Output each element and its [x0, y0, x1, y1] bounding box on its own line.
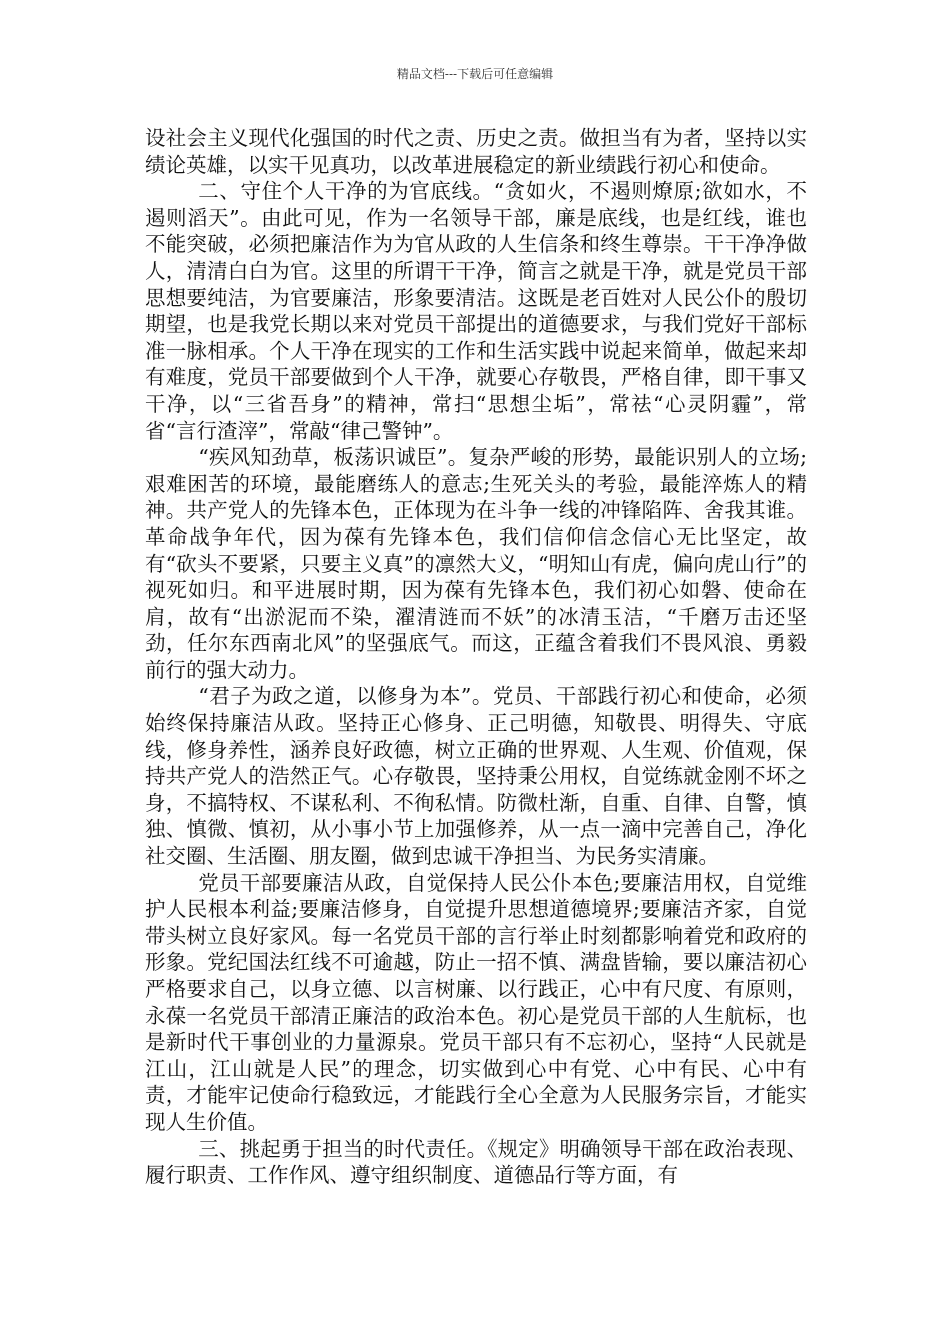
- paragraph-continued: 设社会主义现代化强国的时代之责、历史之责。做担当有为者，坚持以实绩论英雄，以实干见真功，以改革进展稳定的新业绩践行初心和使命。: [145, 126, 807, 177]
- document-body: [145, 125, 807, 1189]
- paragraph: “君子为政之道，以修身为本”。党员、干部践行初心和使命，必须始终保持廉洁从政。坚持正心修身、正己明德，知敬畏、明得失、守底线，修身养性，涵养良好政德，树立正确的世界观、人生观、价值观，保持共产党人的浩然正气。心存敬畏，坚持秉公用权，自觉练就金刚不坏之身，不搞特权、不谋私利、不徇私情。防微杜渐，自重、自律、自警，慎独、慎微、慎初，从小事小节上加强修养，从一点一滴中完善自己，净化社交圈、生活圈、朋友圈，做到忠诚干净担当、为民务实清廉。: [145, 684, 807, 869]
- page-header: 精品文档---下载后可任意编辑: [396, 67, 554, 81]
- paragraph-section-two: 二、守住个人干净的为官底线。“贪如火，不遏则燎原;欲如水，不遏则滔天”。由此可见，作为一名领导干部，廉是底线，也是红线，谁也不能突破，必须把廉洁作为为官从政的人生信条和终生尊崇。干干净净做人，清清白白为官。这里的所谓干干净，简言之就是干净，就是党员干部思想要纯洁，为官要廉洁，形象要清洁。这既是老百姓对人民公仆的殷切期望，也是我党长期以来对党员干部提出的道德要求，与我们党好干部标准一脉相承。个人干净在现实的工作和生活实践中说起来简单，做起来却有难度，党员干部要做到个人干净，就要心存敬畏，严格自律，即干事又干净，以“三省吾身”的精神，常扫“思想尘垢”，常祛“心灵阴霾”，常省“言行渣滓”，常敲“律己警钟”。: [145, 179, 807, 443]
- paragraph-section-three: 三、挑起勇于担当的时代责任。《规定》明确领导干部在政治表现、履行职责、工作作风、遵守组织制度、道德品行等方面，有: [145, 1136, 807, 1188]
- paragraph: 党员干部要廉洁从政，自觉保持人民公仆本色;要廉洁用权，自觉维护人民根本利益;要廉洁修身，自觉提升思想道德境界;要廉洁齐家，自觉带头树立良好家风。每一名党员干部的言行举止时刻都影响着党和政府的形象。党纪国法红线不可逾越，防止一招不慎、满盘皆输，要以廉洁初心严格要求自己，以身立德、以言树廉、以行践正，心中有尺度、有原则，永葆一名党员干部清正廉洁的政治本色。初心是党员干部的人生航标，也是新时代干事创业的力量源泉。党员干部只有不忘初心，坚持“人民就是江山，江山就是人民”的理念，切实做到心中有党、心中有民、心中有责，才能牢记使命行稳致远，才能践行全心全意为人民服务宗旨，才能实现人生价值。: [145, 870, 807, 1134]
- paragraph: “疾风知劲草，板荡识诚臣”。复杂严峻的形势，最能识别人的立场;艰难困苦的环境，最能磨练人的意志;生死关头的考验，最能淬炼人的精神。共产党人的先锋本色，正体现为在斗争一线的冲锋陷阵、舍我其谁。革命战争年代，因为葆有先锋本色，我们信仰信念信心无比坚定，故有“砍头不要紧，只要主义真”的凛然大义，“明知山有虎，偏向虎山行”的视死如归。和平进展时期，因为葆有先锋本色，我们初心如磐、使命在肩，故有“出淤泥而不染，濯清涟而不妖”的冰清玉洁，“千磨万击还坚劲，任尔东西南北风”的坚强底气。而这，正蕴含着我们不畏风浪、勇毅前行的强大动力。: [145, 445, 807, 682]
